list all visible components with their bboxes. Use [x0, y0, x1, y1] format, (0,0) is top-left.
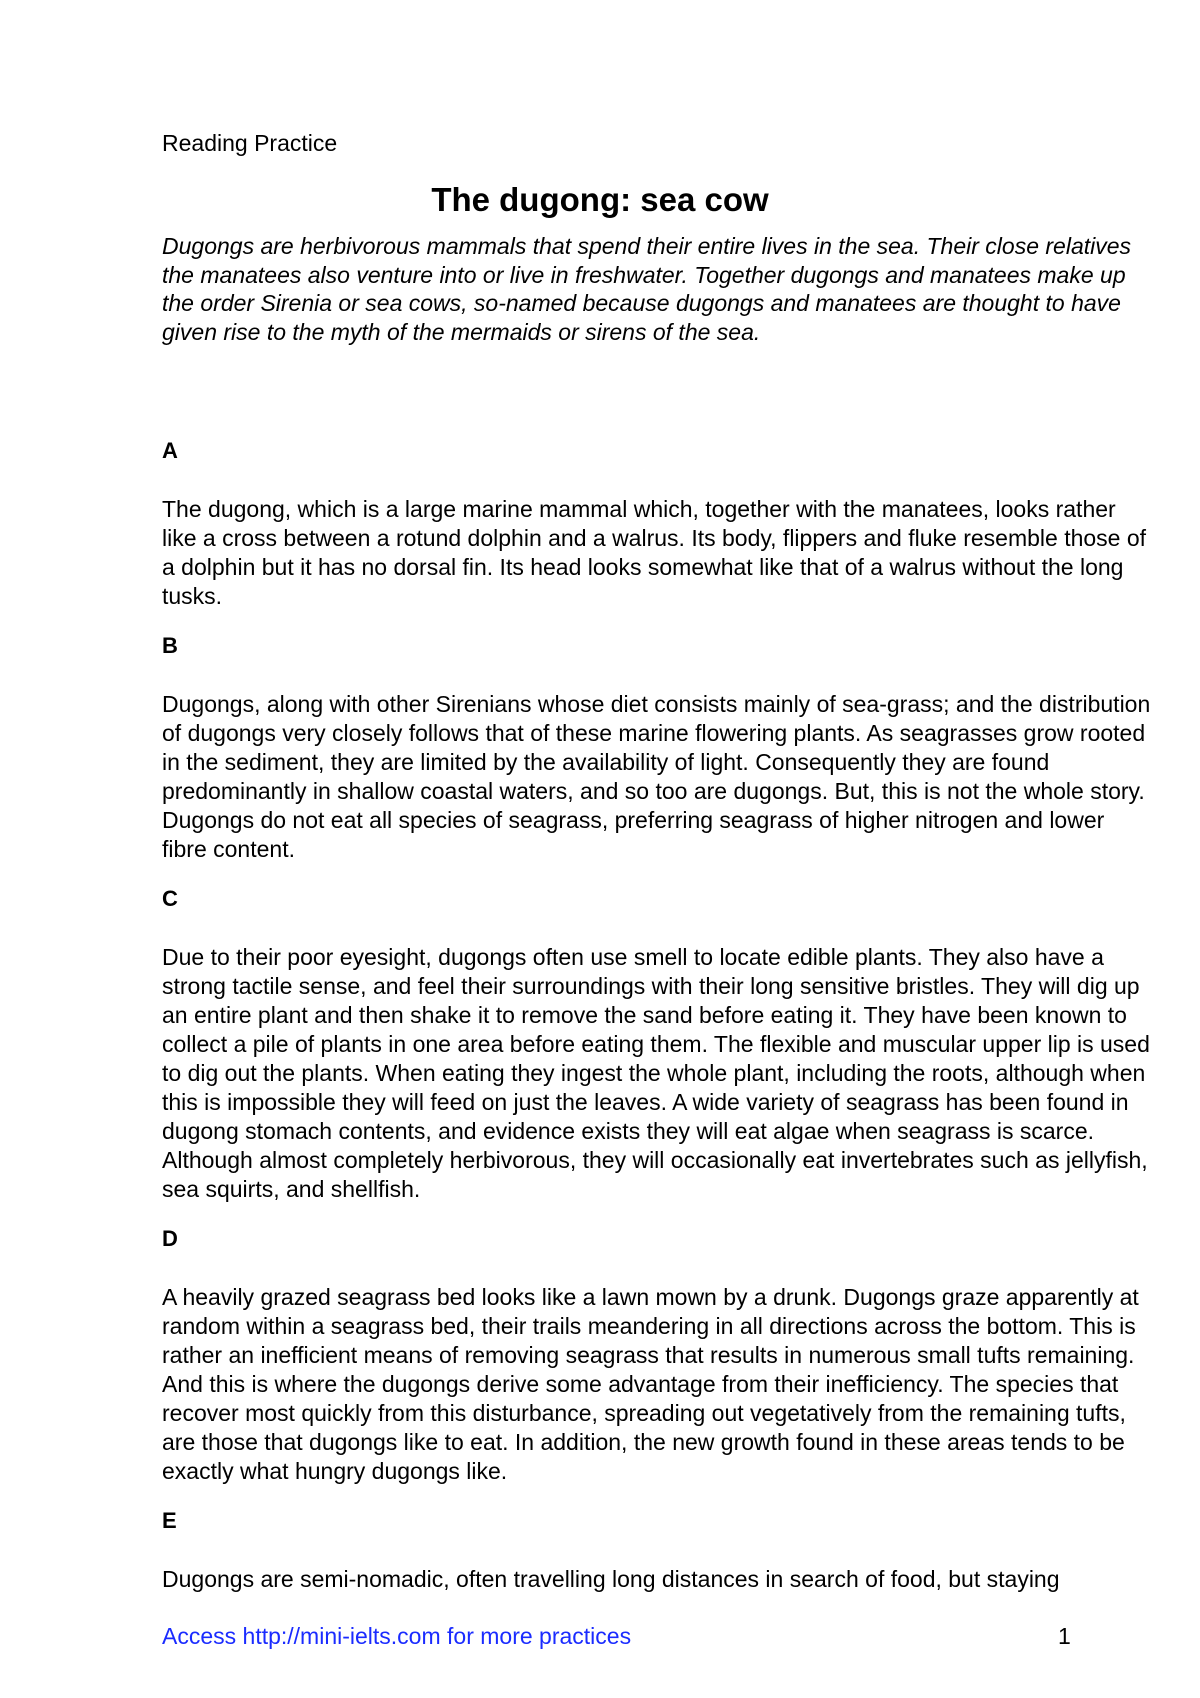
section-paragraph: Due to their poor eyesight, dugongs often use smell to locate edible plants. They also have a strong tactile sense, and feel their surroundings with their long sensitive bristles. They will dig up an entire plant and then shake it to remove the sand before eating it. They have been known to collect a pile of plants in one area before eating them. The flexible and muscular upper lip is used to dig out the plants. When eating they ingest the whole plant, including the roots, although when this is impossible they will feed on just the leaves. A wide variety of seagrass has been found in dugong stomach contents, and evidence exists they will eat algae when seagrass is scarce. Although almost completely herbivorous, they will occasionally eat invertebrates such as jellyfish, sea squirts, and shellfish. [162, 944, 1150, 1202]
footer-link[interactable]: Access http://mini-ielts.com for more practices [162, 1623, 632, 1649]
section-paragraph: A heavily grazed seagrass bed looks like a lawn mown by a drunk. Dugongs graze apparently at random within a seagrass bed, their trails meandering in all directions across the bottom. This is rather an inefficient means of removing seagrass that results in numerous small tufts remaining. And this is where the dugongs derive some advantage from their inefficiency. The species that recover most quickly from this disturbance, spreading out vegetatively from the remaining tufts, are those that dugongs like to eat. In addition, the new growth found in these areas tends to be exactly what hungry dugongs like. [162, 1284, 1139, 1484]
section-paragraph: Dugongs are semi-nomadic, often travelling long distances in search of food, but staying [162, 1566, 1060, 1592]
section-letter: E [162, 1508, 177, 1533]
header-label: Reading Practice [162, 130, 338, 156]
section-letter: D [162, 1226, 178, 1251]
page-number: 1 [1058, 1623, 1071, 1649]
passage-body [162, 437, 1152, 1615]
page-title: The dugong: sea cow [431, 181, 769, 218]
section-paragraph: The dugong, which is a large marine mammal which, together with the manatees, looks rather like a cross between a rotund dolphin and a walrus. Its body, flippers and fluke resemble those of a dolphin but it has no dorsal fin. Its head looks somewhat like that of a walrus without the long tusks. [162, 496, 1147, 609]
section-e [162, 1507, 1152, 1594]
section-a [162, 437, 1152, 611]
intro-paragraph: Dugongs are herbivorous mammals that spend their entire lives in the sea. Their close relatives the manatees also venture into or live in freshwater. Together dugongs and manatees make up the order Sirenia or sea cows, so-named because dugongs and manatees are thought to have given rise to the myth of the mermaids or sirens of the sea. [162, 233, 1132, 345]
section-b [162, 632, 1152, 864]
section-letter: A [162, 438, 178, 463]
section-paragraph: Dugongs, along with other Sirenians whose diet consists mainly of sea-grass; and the distribution of dugongs very closely follows that of these marine flowering plants. As seagrasses grow rooted in the sediment, they are limited by the availability of light. Consequently they are found predominantly in shallow coastal waters, and so too are dugongs. But, this is not the whole story. Dugongs do not eat all species of seagrass, preferring seagrass of higher nitrogen and lower fibre content. [162, 691, 1151, 862]
section-c [162, 885, 1152, 1204]
section-letter: C [162, 886, 178, 911]
section-letter: B [162, 633, 178, 658]
section-d [162, 1225, 1152, 1486]
